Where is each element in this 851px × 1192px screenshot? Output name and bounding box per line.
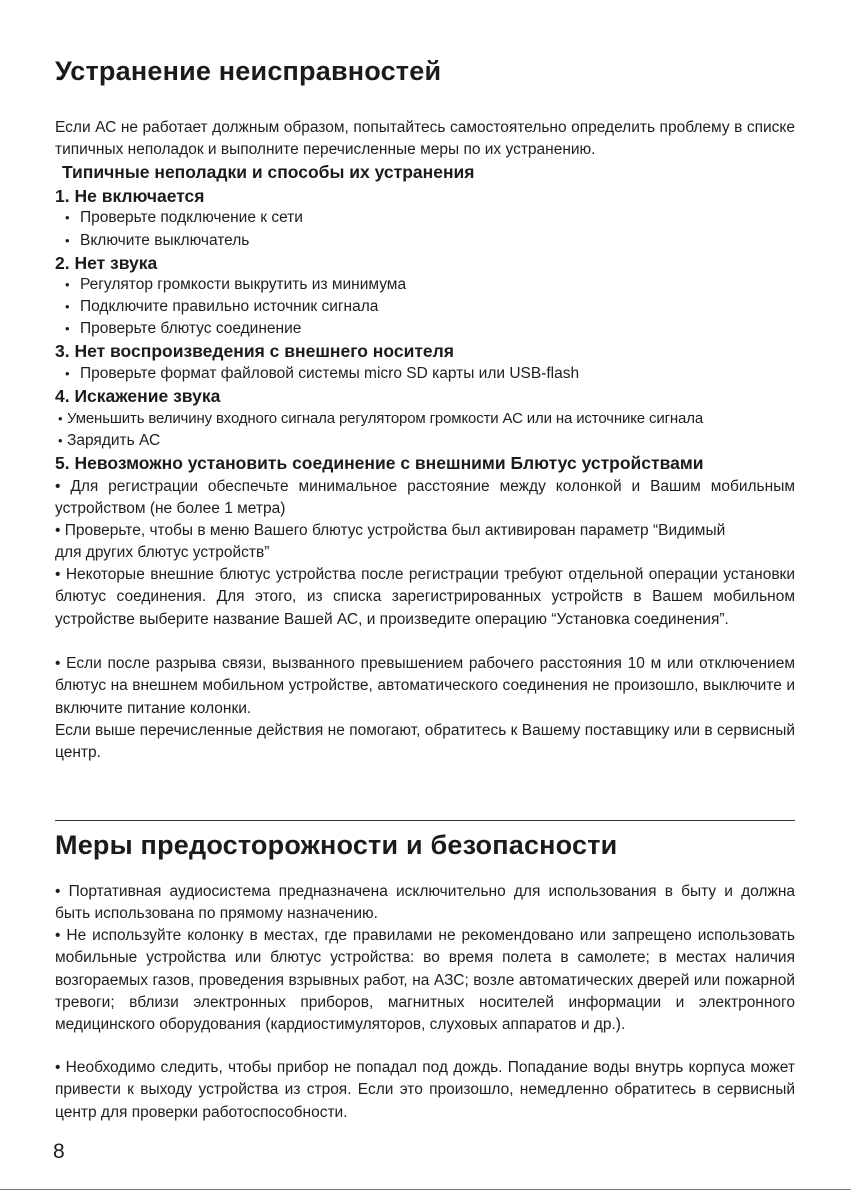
safety-paragraph: • Портативная аудиосистема предназначена исключительно для использования в быту и должна быть использована по прямому назначению. (55, 883, 795, 923)
safety-paragraph: • Не используйте колонку в местах, где правилами не рекомендовано или запрещено использовать мобильные устройства или блютус устройства: во время полета в самолете; в местах наличия возгораемых газов, проведения взрывных работ, на АЗС; возле автоматических дверей или пожарной тревоги; вблизи электронных приборов, магнитных носителей информации и электронного медицинского оборудования (кардиостимуляторов, слуховых аппаратов и др.). (55, 927, 795, 1034)
section-heading-1: 1. Не включается (55, 186, 205, 206)
section-5-paragraph: • Для регистрации обеспечьте минимальное расстояние между колонкой и Вашим мобильным устройством (не более 1 метра) (55, 478, 795, 518)
list-item: • Подключите правильно источник сигнала (65, 296, 378, 318)
safety-title: Меры предосторожности и безопасности (55, 830, 618, 860)
bullet-icon: • (65, 277, 70, 292)
section-5-paragraph: • Если после разрыва связи, вызванного превышением рабочего расстояния 10 м или отключением блютус на внешнем мобильном устройстве, автоматического соединения не произошло, выключите и включите питание колонки. (55, 655, 795, 717)
section-heading-2: 2. Нет звука (55, 253, 158, 273)
bullet-icon: • (65, 321, 70, 336)
list-item: • Уменьшить величину входного сигнала регулятором громкости АС или на источнике сигнала (58, 408, 703, 430)
section-heading-3: 3. Нет воспроизведения с внешнего носителя (55, 341, 454, 361)
troubleshooting-title: Устранение неисправностей (55, 56, 442, 86)
bullet-icon: • (65, 233, 70, 248)
section-heading-5: 5. Невозможно установить соединение с внешними Блютус устройствами (55, 453, 704, 473)
bullet-icon: • (58, 411, 63, 426)
list-item: • Проверьте формат файловой системы micro SD карты или USB-flash (65, 363, 579, 385)
list-item: • Включите выключатель (65, 230, 249, 252)
safety-paragraph: • Необходимо следить, чтобы прибор не попадал под дождь. Попадание воды внутрь корпуса может привести к выходу устройства из строя. Если это произошло, немедленно обратитесь в сервисный центр для проверки работоспособности. (55, 1059, 795, 1121)
section-divider (55, 820, 795, 821)
bullet-icon: • (65, 210, 70, 225)
bullet-icon: • (65, 366, 70, 381)
list-item: • Проверьте подключение к сети (65, 207, 303, 229)
typical-problems-subtitle: Типичные неполадки и способы их устранения (62, 162, 475, 182)
section-5-paragraph: • Проверьте, чтобы в меню Вашего блютус устройства был активирован параметр “Видимый для других блютус устройств” (55, 522, 726, 562)
section-heading-4: 4. Искажение звука (55, 386, 221, 406)
bullet-icon: • (65, 299, 70, 314)
bullet-icon: • (58, 433, 63, 448)
section-5-paragraph: • Некоторые внешние блютус устройства после регистрации требуют отдельной операции установки блютус соединения. Для этого, из списка зарегистрированных устройств в Вашем мобильном устройстве выберите название Вашей АС, и произведите операцию “Установка соединения”. (55, 566, 795, 628)
list-item: • Регулятор громкости выкрутить из минимума (65, 274, 406, 296)
troubleshooting-intro: Если АС не работает должным образом, попытайтесь самостоятельно определить проблему в списке типичных неполадок и выполните перечисленные меры по их устранению. (55, 119, 795, 159)
list-item: • Проверьте блютус соединение (65, 318, 301, 340)
list-item: • Зарядить АС (58, 430, 160, 452)
page-number: 8 (53, 1140, 65, 1163)
section-5-closing: Если выше перечисленные действия не помогают, обратитесь к Вашему поставщику или в сервисный центр. (55, 722, 795, 762)
page-bottom-edge (0, 1189, 851, 1190)
